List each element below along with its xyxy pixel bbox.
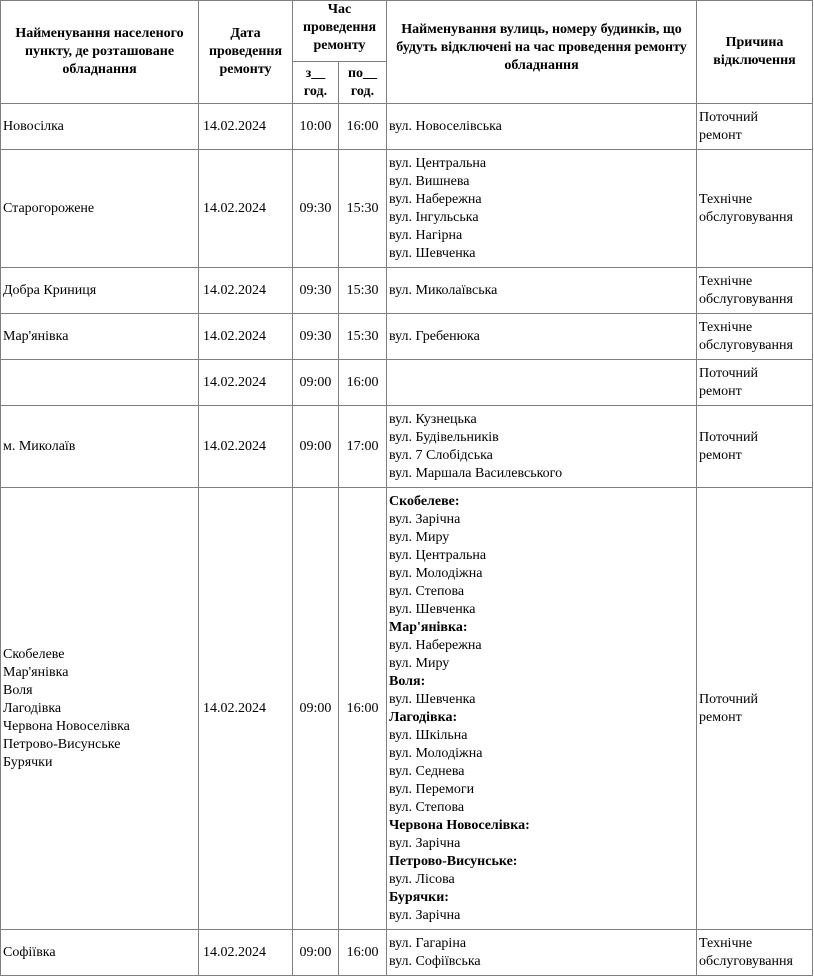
table-row <box>1 488 813 930</box>
time-from-cell: 09:30 <box>293 150 339 268</box>
street-name: вул. Зарічна <box>389 835 461 851</box>
table-row <box>1 314 813 360</box>
settlement-cell <box>1 930 199 976</box>
settlement-cell <box>1 150 199 268</box>
reason-text: Технічне <box>699 191 753 207</box>
settlement-group-heading: Мар'янівка: <box>389 619 468 635</box>
time-to-cell: 16:00 <box>339 104 387 150</box>
street-name: вул. Степова <box>389 583 465 599</box>
street-name: вул. Гребенюка <box>389 328 480 344</box>
settlement-group-heading: Скобелеве: <box>389 493 460 509</box>
time-from-cell: 09:30 <box>293 314 339 360</box>
reason-cell <box>697 406 813 488</box>
date-cell: 14.02.2024 <box>199 488 293 930</box>
settlement-name: м. Миколаїв <box>3 438 76 454</box>
settlement-name: Добра Криниця <box>3 282 97 298</box>
street-name: вул. Нагірна <box>389 227 463 243</box>
street-name: вул. Софіївська <box>389 953 481 969</box>
reason-text: обслуговування <box>699 291 793 307</box>
settlement-cell <box>1 488 199 930</box>
street-name: вул. Центральна <box>389 155 487 171</box>
settlement-name: Бурячки <box>3 754 53 770</box>
settlement-name: Воля <box>3 682 33 698</box>
date-cell: 14.02.2024 <box>199 104 293 150</box>
reason-cell <box>697 104 813 150</box>
settlement-name: Новосілка <box>3 118 64 134</box>
street-name: вул. Лісова <box>389 871 455 887</box>
street-name: вул. Зарічна <box>389 907 461 923</box>
streets-cell <box>387 360 697 406</box>
street-name: вул. Седнева <box>389 763 465 779</box>
street-name: вул. Шевченка <box>389 601 476 617</box>
reason-text: обслуговування <box>699 209 793 225</box>
street-name: вул. Кузнецька <box>389 411 477 427</box>
settlement-cell <box>1 268 199 314</box>
reason-cell <box>697 268 813 314</box>
streets-cell <box>387 930 697 976</box>
settlement-group-heading: Лагодівка: <box>389 709 458 725</box>
reason-text: Технічне <box>699 319 753 335</box>
table-row <box>1 930 813 976</box>
time-to-cell: 15:30 <box>339 150 387 268</box>
settlement-group-heading: Червона Новоселівка: <box>389 817 530 833</box>
street-name: вул. Інгульська <box>389 209 479 225</box>
reason-text: Поточний <box>699 109 759 125</box>
street-name: вул. Гагаріна <box>389 935 467 951</box>
street-name: вул. Степова <box>389 799 465 815</box>
streets-cell <box>387 488 697 930</box>
time-to-cell: 16:00 <box>339 930 387 976</box>
streets-cell <box>387 268 697 314</box>
header-time-from: з__ год. <box>293 62 339 104</box>
header-date: Дата проведення ремонту <box>199 1 293 104</box>
reason-text: Поточний <box>699 365 759 381</box>
streets-cell <box>387 150 697 268</box>
reason-text: ремонт <box>699 709 742 725</box>
settlement-name: Червона Новоселівка <box>3 718 130 734</box>
reason-cell <box>697 150 813 268</box>
street-name: вул. Шевченка <box>389 691 476 707</box>
time-to-cell: 15:30 <box>339 314 387 360</box>
date-cell: 14.02.2024 <box>199 268 293 314</box>
reason-text: ремонт <box>699 447 742 463</box>
reason-text: Поточний <box>699 691 759 707</box>
reason-text: ремонт <box>699 383 742 399</box>
settlement-name: Петрово-Висунське <box>3 736 121 752</box>
date-cell: 14.02.2024 <box>199 406 293 488</box>
table-row <box>1 360 813 406</box>
settlement-cell <box>1 406 199 488</box>
settlement-group-heading: Петрово-Висунське: <box>389 853 518 869</box>
time-to-cell: 15:30 <box>339 268 387 314</box>
time-from-cell: 09:00 <box>293 360 339 406</box>
reason-text: обслуговування <box>699 953 793 969</box>
reason-text: Технічне <box>699 935 753 951</box>
header-streets: Найменування вулиць, номеру будинків, що будуть відключені на час проведення ремонту обладнання <box>387 1 697 104</box>
settlement-name: Старогорожене <box>3 200 95 216</box>
header-settlement: Найменування населеного пункту, де розташоване обладнання <box>1 1 199 104</box>
table-row <box>1 150 813 268</box>
street-name: вул. Маршала Василевського <box>389 465 563 481</box>
time-from-cell: 09:00 <box>293 930 339 976</box>
reason-cell <box>697 488 813 930</box>
streets-cell <box>387 314 697 360</box>
streets-cell <box>387 104 697 150</box>
settlement-group-heading: Воля: <box>389 673 426 689</box>
street-name: вул. Набережна <box>389 191 482 207</box>
reason-cell <box>697 314 813 360</box>
reason-cell <box>697 360 813 406</box>
table-row <box>1 406 813 488</box>
street-name: вул. Шевченка <box>389 245 476 261</box>
settlement-cell <box>1 360 199 406</box>
table-row <box>1 104 813 150</box>
time-from-cell: 10:00 <box>293 104 339 150</box>
street-name: вул. Шкільна <box>389 727 468 743</box>
street-name: вул. Зарічна <box>389 511 461 527</box>
header-reason: Причина відключення <box>697 1 813 104</box>
street-name: вул. Набережна <box>389 637 482 653</box>
settlement-name: Софіївка <box>3 944 56 960</box>
street-name: вул. Молодіжна <box>389 745 483 761</box>
street-name: вул. Миколаївська <box>389 282 498 298</box>
time-from-cell: 09:00 <box>293 406 339 488</box>
street-name: вул. Миру <box>389 655 450 671</box>
streets-cell <box>387 406 697 488</box>
settlement-name: Лагодівка <box>3 700 62 716</box>
date-cell: 14.02.2024 <box>199 314 293 360</box>
time-from-cell: 09:30 <box>293 268 339 314</box>
street-name: вул. Центральна <box>389 547 487 563</box>
street-name: вул. Вишнева <box>389 173 470 189</box>
reason-text: Технічне <box>699 273 753 289</box>
time-from-cell: 09:00 <box>293 488 339 930</box>
settlement-group-heading: Бурячки: <box>389 889 449 905</box>
settlement-name: Скобелеве <box>3 646 65 662</box>
street-name: вул. Молодіжна <box>389 565 483 581</box>
header-time-to: по__ год. <box>339 62 387 104</box>
time-to-cell: 16:00 <box>339 360 387 406</box>
reason-text: обслуговування <box>699 337 793 353</box>
street-name: вул. Будівельників <box>389 429 499 445</box>
street-name: вул. Миру <box>389 529 450 545</box>
time-to-cell: 16:00 <box>339 488 387 930</box>
reason-text: Поточний <box>699 429 759 445</box>
date-cell: 14.02.2024 <box>199 360 293 406</box>
time-to-cell: 17:00 <box>339 406 387 488</box>
settlement-cell <box>1 104 199 150</box>
settlement-name: Мар'янівка <box>3 664 69 680</box>
settlement-name: Мар'янівка <box>3 328 69 344</box>
table-header <box>1 1 813 104</box>
table-row <box>1 268 813 314</box>
street-name: вул. Новоселівська <box>389 118 502 134</box>
date-cell: 14.02.2024 <box>199 150 293 268</box>
street-name: вул. Перемоги <box>389 781 475 797</box>
reason-text: ремонт <box>699 127 742 143</box>
date-cell: 14.02.2024 <box>199 930 293 976</box>
header-time: Час проведення ремонту <box>293 1 387 62</box>
table-body <box>1 104 813 976</box>
settlement-cell <box>1 314 199 360</box>
street-name: вул. 7 Слобідська <box>389 447 493 463</box>
reason-cell <box>697 930 813 976</box>
